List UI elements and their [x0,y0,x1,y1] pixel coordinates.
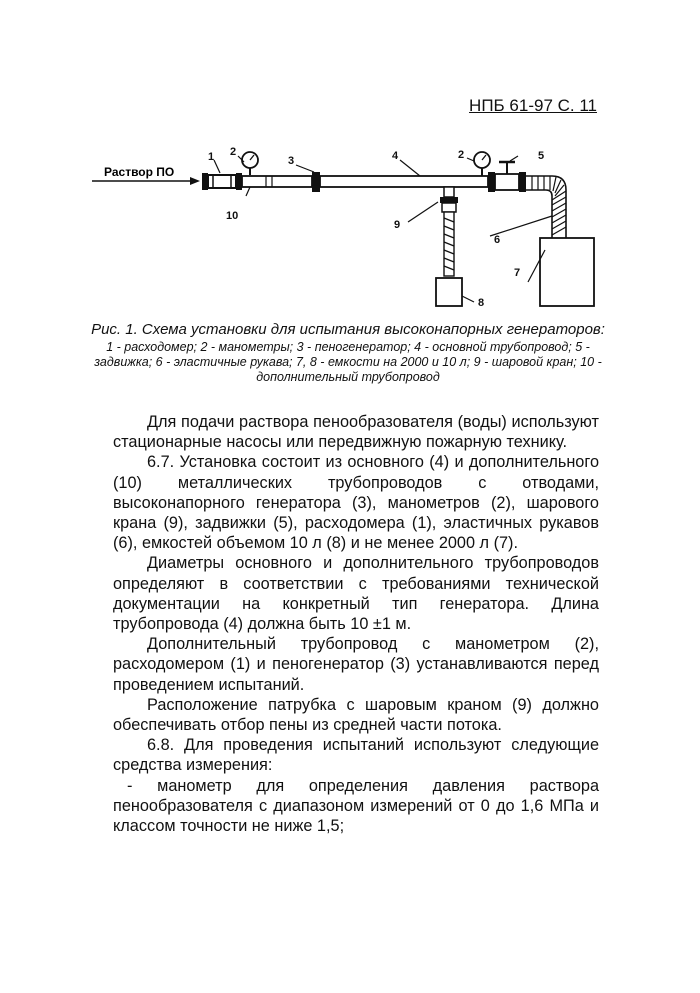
ball-valve-branch [440,187,458,276]
page-header: НПБ 61-97 С. 11 [469,96,597,115]
paragraph: Диаметры основного и дополнительного трубопроводов определяют в соответствии с требованиями технической документации на конкретный тип генератора. Длина трубопровода (4) должна быть 10 ±1 м. [113,554,599,634]
paragraph: 6.7. Установка состоит из основного (4) и дополнительного (10) металлических трубопроводов с отводами, высоконапорного генератора (3), манометров (2), шарового крана (9), задвижки (5), расходомера (1), эластичных рукавов (6), емкостей объемом 10 л (8) и не менее 2000 л (7). [113,453,599,553]
gate-valve [488,162,526,192]
main-pipeline [320,176,488,187]
paragraph: Для подачи раствора пенообразователя (воды) используют стационарные насосы или передвижную пожарную технику. [113,413,599,452]
callout-2-left: 2 [230,146,237,158]
callout-6: 6 [494,234,501,246]
manometer-right [474,152,490,176]
caption-title: Рис. 1. Схема установки для испытания высоконапорных генераторов: [91,321,605,338]
elastic-hose [526,176,566,238]
paragraph: - манометр для определения давления раствора пенообразователя с диапазоном измерений от 0 до 1,6 МПа и классом точности не ниже 1,5; [113,776,599,836]
paragraph: 6.8. Для проведения испытаний используют следующие средства измерения: [113,736,599,775]
paragraph: Расположение патрубка с шаровым краном (9) должно обеспечивать отбор пены из средней части потока. [113,695,599,735]
figure-caption [88,321,608,385]
callout-2-right: 2 [458,149,465,161]
callout-3: 3 [288,155,295,167]
callout-4: 4 [392,150,399,162]
manometer-left [242,152,258,175]
callout-5: 5 [538,150,545,162]
callout-9: 9 [394,219,401,231]
container-2000l [540,238,594,306]
container-10l [436,278,462,306]
flowmeter [202,173,242,190]
callout-10: 10 [226,210,239,222]
callout-1: 1 [208,151,215,163]
callout-8: 8 [478,297,485,309]
installation-diagram [0,140,700,320]
input-label: Раствор ПО [104,165,175,179]
callout-7: 7 [514,267,521,279]
paragraph: Дополнительный трубопровод с манометром (2), расходомером (1) и пеногенератор (3) устанавливаются перед проведением испытаний. [113,635,599,694]
input-arrowhead [190,177,200,185]
caption-legend: 1 - расходомер; 2 - манометры; 3 - пеногенератор; 4 - основной трубопровод; 5 - задвижка; 6 - эластичные рукава; 7, 8 - емкости на 2000 и 10 л; 9 - шаровой кран; 10 - дополнительный трубопровод [94,340,602,384]
body-text [113,412,599,836]
additional-pipeline [242,176,312,187]
foam-generator [312,172,320,192]
